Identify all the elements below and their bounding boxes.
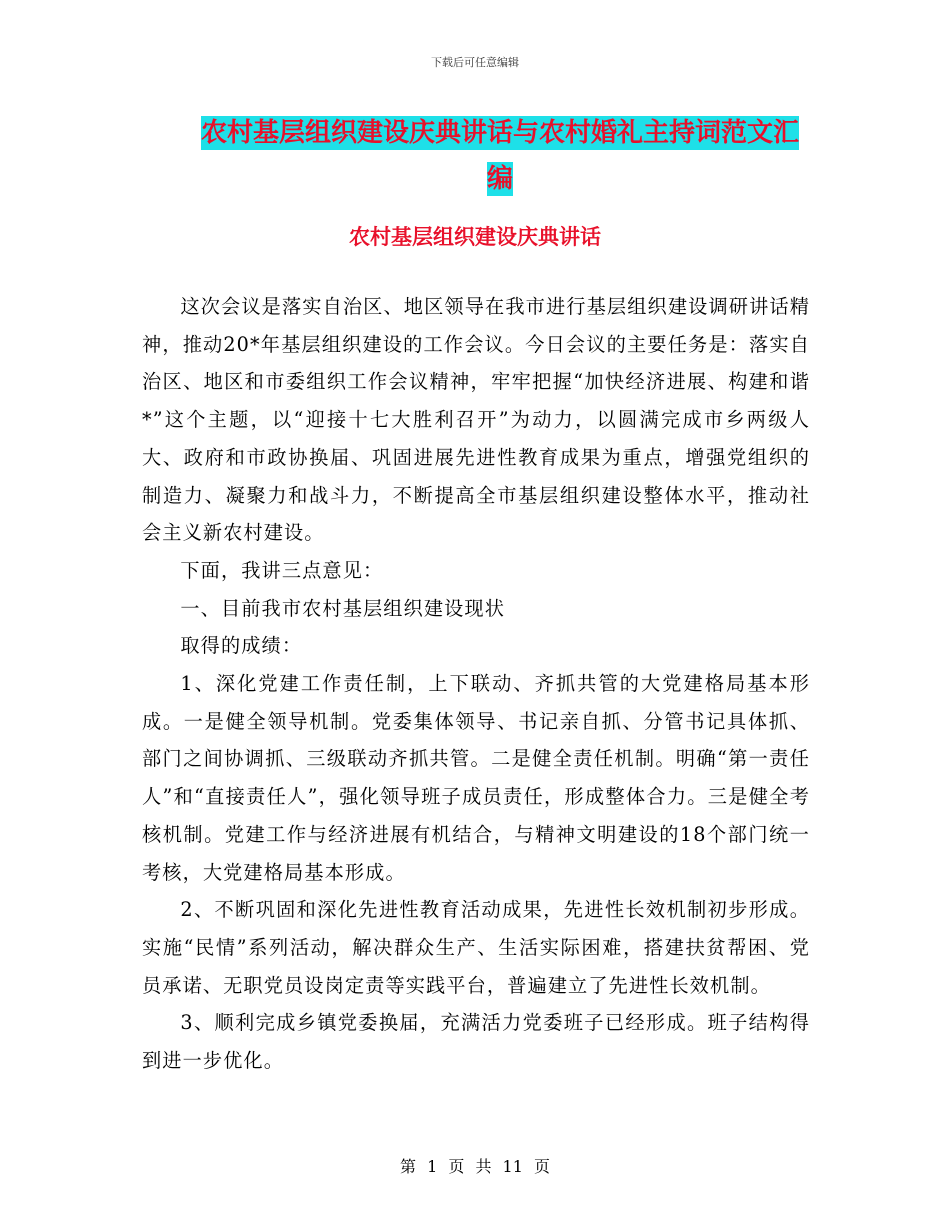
paragraph: 下面，我讲三点意见： xyxy=(180,558,384,582)
paragraph: 这次会议是落实自治区、地区领导在我市进行基层组织建设调研讲话精神，推动20*年基层组织建设的工作会议。今日会议的主要任务是：落实自治区、地区和市委组织工作会议精神，牢牢把握“加快经济进展、构建和谐*”这个主题，以“迎接十七大胜利召开”为动力，以圆满完成市乡两级人大、政府和市政协换届、巩固进展先进性教育成果为重点，增强党组织的制造力、凝聚力和战斗力，不断提高全市基层组织建设整体水平，推动社会主义新农村建设。 xyxy=(142,295,810,545)
paragraph: 3、顺利完成乡镇党委换届，充满活力党委班子已经形成。班子结构得到进一步优化。 xyxy=(142,1011,810,1073)
document-title-text: 农村基层组织建设庆典讲话与农村婚礼主持词范文汇编 xyxy=(200,118,799,194)
document-body xyxy=(142,288,810,1080)
paragraph: 1、深化党建工作责任制，上下联动、齐抓共管的大党建格局基本形成。一是健全领导机制。党委集体领导、书记亲自抓、分管书记具体抓、部门之间协调抓、三级联动齐抓共管。二是健全责任机制。明确“第一责任人”和“直接责任人”，强化领导班子成员责任，形成整体合力。三是健全考核机制。党建工作与经济进展有机结合，与精神文明建设的18个部门统一考核，大党建格局基本形成。 xyxy=(142,672,810,884)
header-note: 下载后可任意编辑 xyxy=(431,56,519,69)
paragraph: 2、不断巩固和深化先进性教育活动成果，先进性长效机制初步形成。实施“民情”系列活动，解决群众生产、生活实际困难，搭建扶贫帮困、党员承诺、无职党员设岗定责等实践平台，普遍建立了先进性长效机制。 xyxy=(142,898,810,997)
document-title xyxy=(190,110,810,202)
section-title: 农村基层组织建设庆典讲话 xyxy=(349,225,601,249)
paragraph: 取得的成绩： xyxy=(180,634,303,658)
paragraph: 一、目前我市农村基层组织建设现状 xyxy=(180,596,505,620)
page-footer: 第 1 页 共 11 页 xyxy=(400,1157,550,1176)
